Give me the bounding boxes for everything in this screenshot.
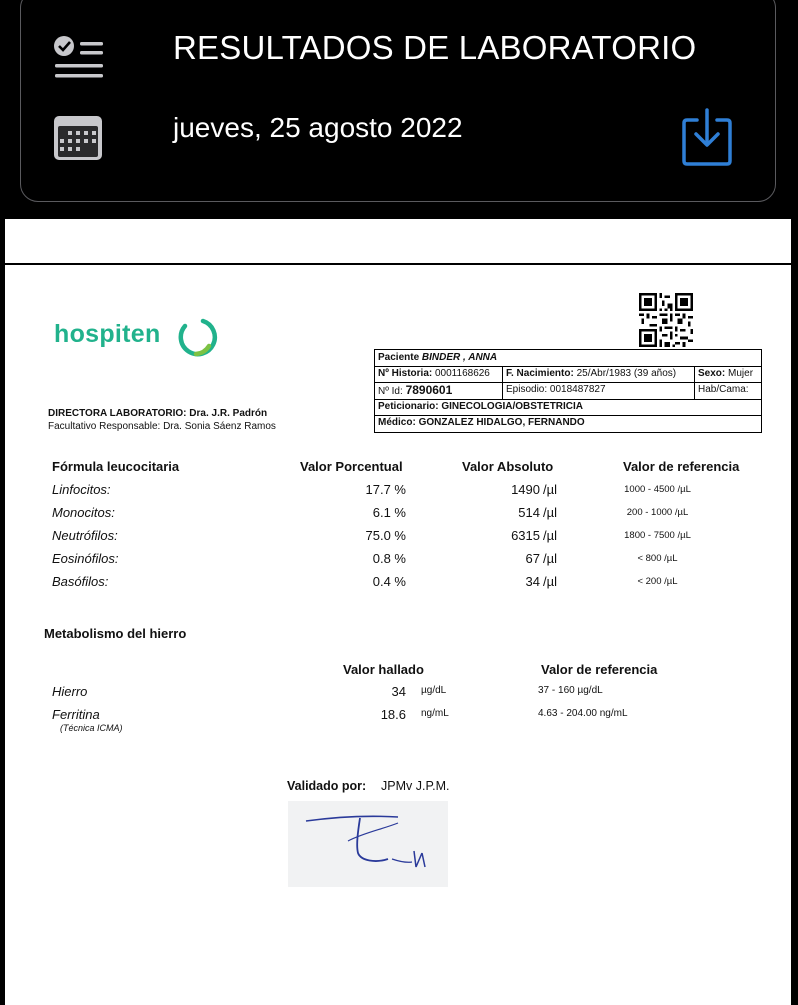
lab-responsible: Facultativo Responsable: Dra. Sonia Sáenz Ramos xyxy=(48,421,276,432)
leuko-header-abs: Valor Absoluto xyxy=(462,459,554,474)
iron-row-ref: 37 - 160 µg/dL xyxy=(538,685,603,696)
iron-row-name: Hierro xyxy=(52,684,88,699)
checklist-icon xyxy=(53,35,105,79)
leuko-row-pct: 0.4 % xyxy=(372,574,406,589)
leuko-row-pct: 6.1 % xyxy=(372,505,406,520)
iron-header-ref: Valor de referencia xyxy=(541,662,658,677)
id-number: 7890601 xyxy=(405,383,453,397)
iron-section-title: Metabolismo del hierro xyxy=(44,626,187,641)
leuko-row-name: Eosinófilos: xyxy=(52,551,119,566)
sex-value: Mujer xyxy=(728,368,754,379)
ferritin-row-name: Ferritina xyxy=(52,707,100,722)
history-number: 0001168626 xyxy=(435,368,490,379)
history-label: Nº Historia: xyxy=(378,368,433,379)
leuko-row-ref: < 200 /µL xyxy=(637,576,678,587)
leuko-row-pct: 75.0 % xyxy=(365,528,406,543)
iron-row-value: 34 xyxy=(391,684,406,699)
calendar-icon xyxy=(53,115,103,161)
patient-name-label: Paciente xyxy=(378,352,420,363)
leuko-row-ref: 200 - 1000 /µL xyxy=(626,507,689,518)
patient-info-box xyxy=(374,349,762,433)
ferritin-technique-note: (Técnica ICMA) xyxy=(60,723,123,733)
leuko-row-unit: /µl xyxy=(543,551,557,566)
download-icon[interactable] xyxy=(681,108,733,168)
signature-image xyxy=(288,801,448,887)
iron-header-value: Valor hallado xyxy=(343,662,424,677)
leuko-header-ref: Valor de referencia xyxy=(623,459,740,474)
header-card xyxy=(20,0,776,202)
leuko-row-abs: 514 xyxy=(518,505,540,520)
leuko-row-name: Monocitos: xyxy=(52,505,115,520)
leuko-row-pct: 17.7 % xyxy=(365,482,406,497)
ferritin-row-ref: 4.63 - 204.00 ng/mL xyxy=(538,708,628,719)
ferritin-row-value: 18.6 xyxy=(380,707,406,722)
ferritin-row-unit: ng/mL xyxy=(421,708,449,719)
hospiten-logo-ring-icon xyxy=(176,317,220,357)
validated-by: JPMv J.P.M. xyxy=(381,779,450,793)
leuko-row-name: Basófilos: xyxy=(52,574,109,589)
page-separator-strip xyxy=(5,219,791,263)
page-title: RESULTADOS DE LABORATORIO xyxy=(173,29,697,66)
id-label: Nº Id: xyxy=(378,386,403,397)
birth-label: F. Nacimiento: xyxy=(506,368,574,379)
lab-report-document xyxy=(5,265,791,1005)
doctor-value: GONZALEZ HIDALGO, FERNANDO xyxy=(418,417,585,428)
episode-number: 0018487827 xyxy=(549,384,606,395)
leuko-row-abs: 34 xyxy=(525,574,540,589)
leuko-row-unit: /µl xyxy=(543,482,557,497)
report-date: jueves, 25 agosto 2022 xyxy=(173,112,463,143)
leuko-row-ref: 1000 - 4500 /µL xyxy=(624,484,691,495)
leuko-row-name: Linfocitos: xyxy=(52,482,111,497)
validated-label: Validado por: xyxy=(287,779,367,793)
leuko-header-pct: Valor Porcentual xyxy=(300,459,403,474)
bed-label: Hab/Cama: xyxy=(698,384,749,395)
leuko-row-name: Neutrófilos: xyxy=(52,528,118,543)
leuko-row-ref: < 800 /µL xyxy=(637,553,678,564)
sex-label: Sexo: xyxy=(698,368,726,379)
qr-code-icon xyxy=(639,293,693,347)
lab-director: DIRECTORA LABORATORIO: Dra. J.R. Padrón xyxy=(48,408,268,419)
petitioner-value: GINECOLOGIA/OBSTETRICIA xyxy=(441,401,584,412)
iron-row-unit: µg/dL xyxy=(421,685,447,696)
petitioner-label: Peticionario: xyxy=(378,401,439,412)
leuko-row-abs: 1490 xyxy=(511,482,540,497)
leuko-header-name: Fórmula leucocitaria xyxy=(52,459,180,474)
patient-name: BINDER , ANNA xyxy=(421,352,498,363)
leuko-row-unit: /µl xyxy=(543,528,557,543)
leuko-row-ref: 1800 - 7500 /µL xyxy=(624,530,691,541)
episode-label: Episodio: xyxy=(506,384,548,395)
birth-date: 25/Abr/1983 (39 años) xyxy=(576,368,677,379)
leuko-row-pct: 0.8 % xyxy=(372,551,406,566)
leuko-row-abs: 67 xyxy=(525,551,540,566)
hospiten-logo: hospiten xyxy=(54,320,161,348)
doctor-label: Médico: xyxy=(378,417,416,428)
leuko-row-unit: /µl xyxy=(543,574,557,589)
leuko-row-abs: 6315 xyxy=(511,528,540,543)
leuko-row-unit: /µl xyxy=(543,505,557,520)
